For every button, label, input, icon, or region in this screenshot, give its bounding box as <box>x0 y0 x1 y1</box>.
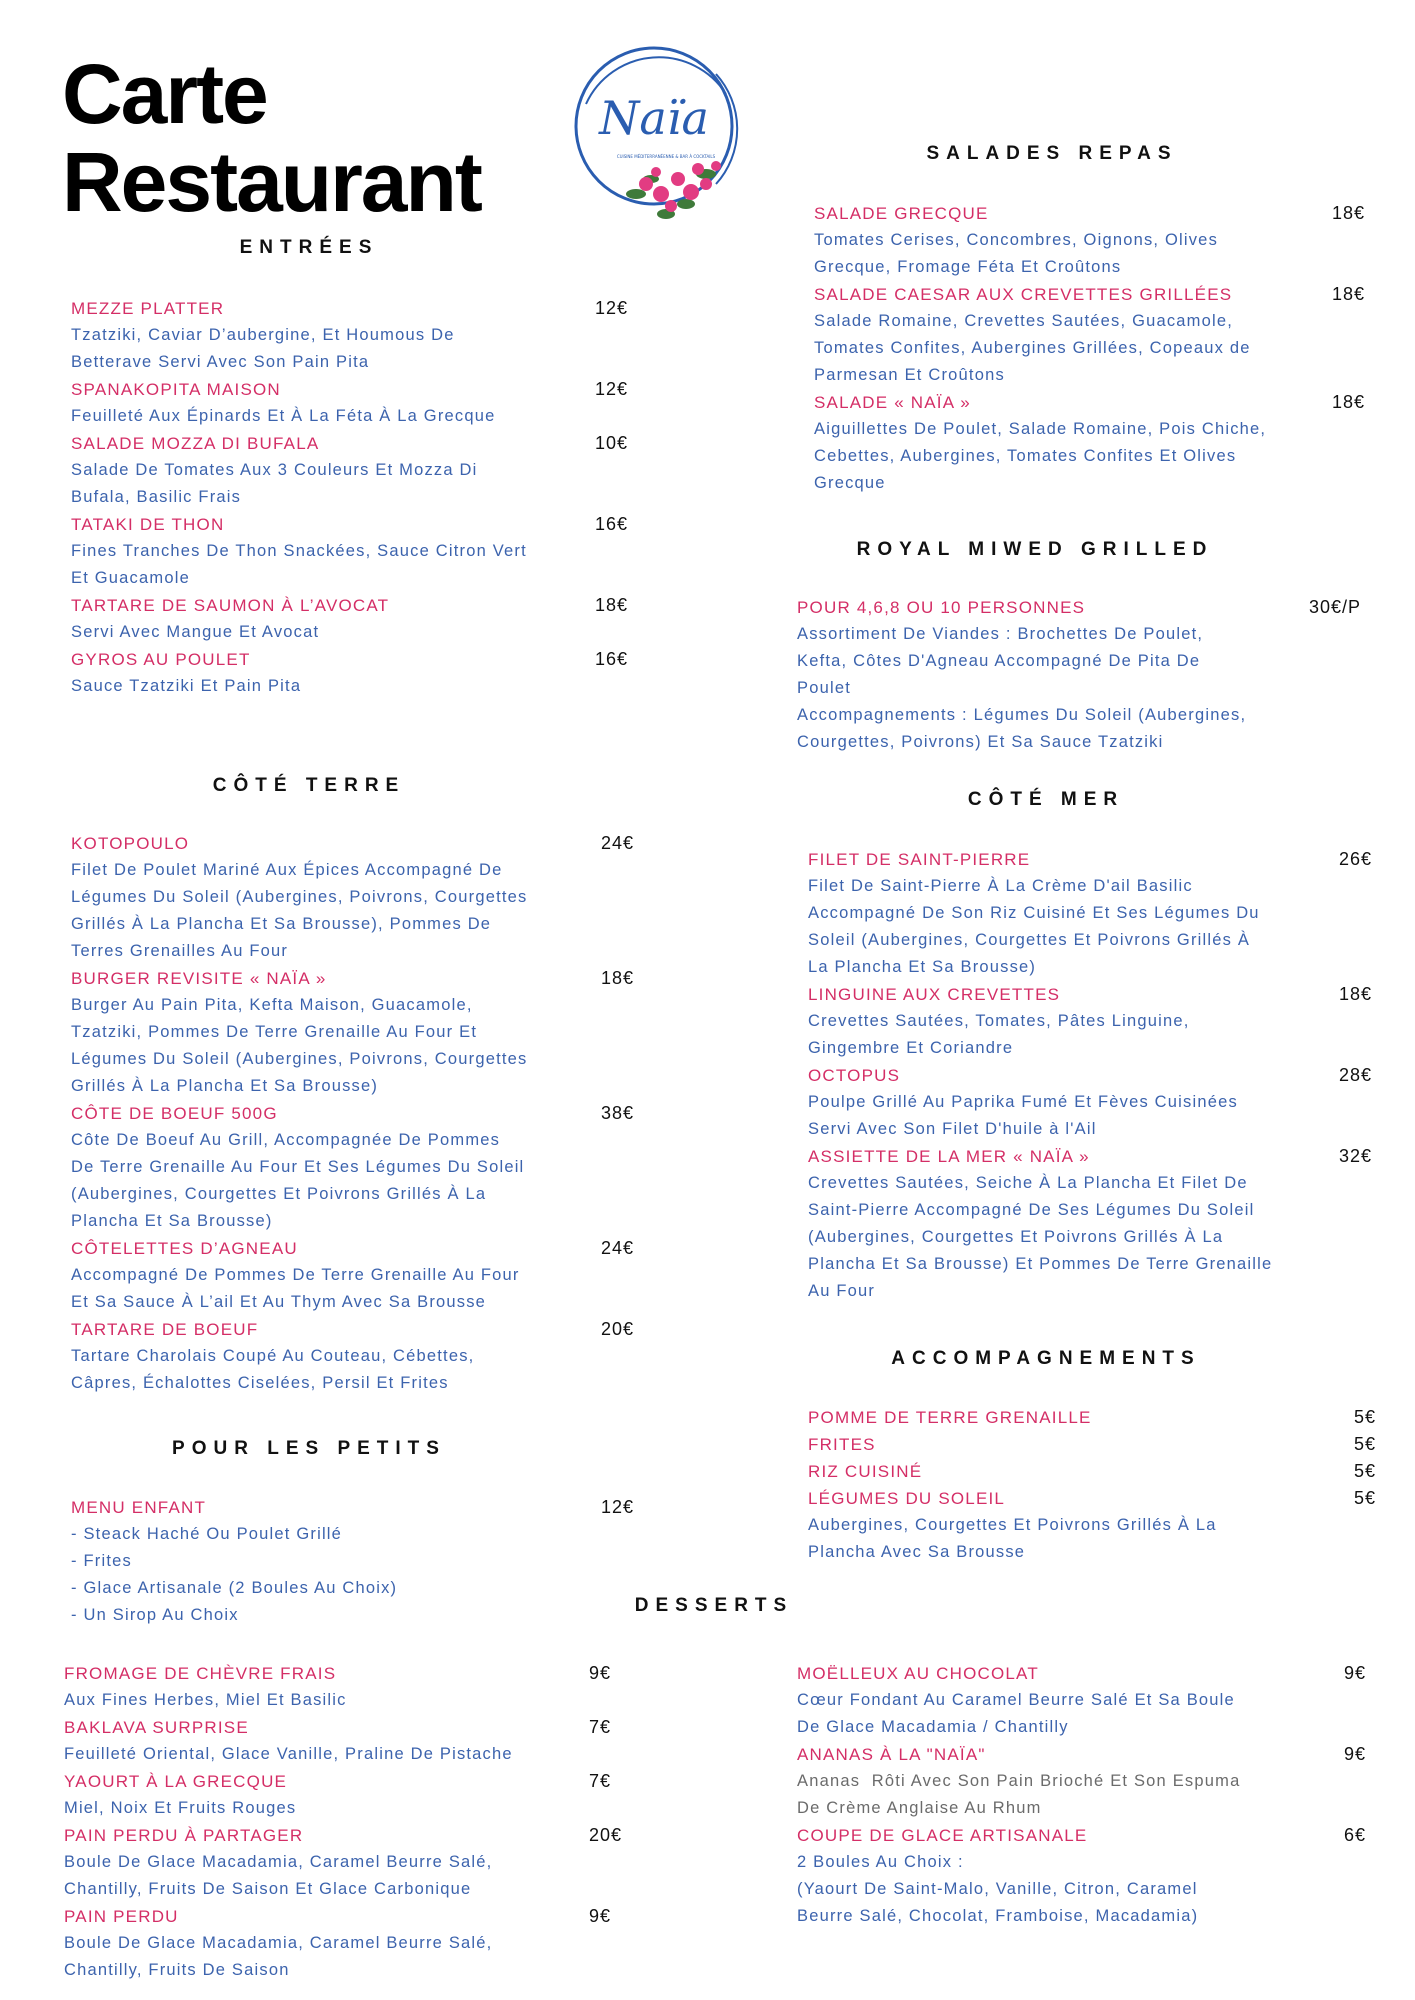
menu-item-description: Filet De Saint-Pierre À La Crème D'ail Basilic Accompagné De Son Riz Cuisiné Et Ses Légumes Du Soleil (Aubergines, Courgettes Et Poivrons Grillés À La Plancha Et Sa Brousse) <box>808 877 1260 976</box>
menu-item-price: 28€ <box>1339 1065 1373 1085</box>
section-heading-desserts: DESSERTS <box>634 1595 794 1616</box>
menu-item <box>814 200 1366 281</box>
section-heading-entrees: ENTRÉES <box>239 237 379 258</box>
menu-item-price: 32€ <box>1339 1146 1373 1166</box>
menu-item <box>71 376 629 430</box>
menu-item-description: Boule De Glace Macadamia, Caramel Beurre Salé, Chantilly, Fruits De Saison Et Glace Carbonique <box>64 1853 493 1898</box>
menu-item-description: Burger Au Pain Pita, Kefta Maison, Guacamole, Tzatziki, Pommes De Terre Grenaille Au Four Et Légumes Du Soleil (Aubergines, Poivrons, Courgettes Grillés À La Plancha Et Sa Brousse) <box>71 996 528 1095</box>
menu-item <box>797 1741 1367 1822</box>
menu-item-description: Sauce Tzatziki Et Pain Pita <box>71 677 302 695</box>
title-line-2: Restaurant <box>62 135 481 229</box>
menu-item-description: Côte De Boeuf Au Grill, Accompagnée De Pommes De Terre Grenaille Au Four Et Ses Légumes Du Soleil (Aubergines, Courgettes Et Poivrons Grillés À La Plancha Et Sa Brousse) <box>71 1131 525 1230</box>
menu-item-description: Accompagné De Pommes De Terre Grenaille Au Four Et Sa Sauce À L’ail Et Au Thym Avec Sa Brousse <box>71 1266 520 1311</box>
menu-item-price: 24€ <box>601 833 635 853</box>
menu-item-price: 12€ <box>595 379 629 399</box>
menu-item-description: Salade De Tomates Aux 3 Couleurs Et Mozza Di Bufala, Basilic Frais <box>71 461 478 506</box>
page-title <box>62 47 481 229</box>
menu-item <box>71 592 629 646</box>
menu-section-mer <box>808 846 1373 1305</box>
menu-item-price: 18€ <box>1339 984 1373 1004</box>
menu-item-description: Tzatziki, Caviar D’aubergine, Et Houmous De Betterave Servi Avec Son Pain Pita <box>71 326 455 371</box>
menu-item-description: Fines Tranches De Thon Snackées, Sauce Citron Vert Et Guacamole <box>71 542 527 587</box>
menu-item-name: BAKLAVA SURPRISE <box>64 1718 249 1737</box>
menu-item-name: TARTARE DE SAUMON À L’AVOCAT <box>71 596 390 615</box>
menu-item-price: 16€ <box>595 514 629 534</box>
menu-item-name: CÔTE DE BOEUF 500G <box>71 1104 278 1123</box>
menu-section-petits <box>71 1494 635 1629</box>
menu-item <box>71 646 629 700</box>
menu-item <box>64 1768 612 1822</box>
menu-item-description: Aux Fines Herbes, Miel Et Basilic <box>64 1691 347 1709</box>
menu-section-desserts2 <box>797 1660 1367 1930</box>
menu-item-price: 18€ <box>1332 284 1366 304</box>
menu-item-price: 20€ <box>601 1319 635 1339</box>
menu-item-name: PAIN PERDU À PARTAGER <box>64 1826 304 1845</box>
menu-item <box>71 1316 635 1397</box>
menu-item-description: Crevettes Sautées, Tomates, Pâtes Linguine, Gingembre Et Coriandre <box>808 1012 1190 1057</box>
menu-item <box>71 1494 635 1629</box>
svg-text:CUISINE MÉDITERRANÉENNE & BAR: CUISINE MÉDITERRANÉENNE & BAR À COCKTAILS <box>616 154 716 159</box>
menu-item-name: CÔTELETTES D’AGNEAU <box>71 1239 298 1258</box>
menu-section-accomp <box>808 1404 1377 1566</box>
menu-item <box>71 1100 635 1235</box>
menu-item <box>71 430 629 511</box>
menu-item <box>797 1822 1367 1930</box>
menu-item-price: 18€ <box>595 595 629 615</box>
menu-item-price: 30€/P <box>1309 597 1362 617</box>
section-heading-salades: SALADES REPAS <box>926 143 1178 164</box>
menu-item-price: 5€ <box>1354 1407 1377 1427</box>
menu-item-price: 5€ <box>1354 1488 1377 1508</box>
menu-item-name: ASSIETTE DE LA MER « NAÏA » <box>808 1147 1090 1166</box>
menu-item-price: 7€ <box>589 1771 612 1791</box>
menu-item <box>797 594 1362 756</box>
menu-item-price: 9€ <box>1344 1663 1367 1683</box>
menu-item-description: - Steack Haché Ou Poulet Grillé - Frites - Glace Artisanale (2 Boules Au Choix) - Un Sirop Au Choix <box>71 1525 398 1624</box>
menu-item-name: LINGUINE AUX CREVETTES <box>808 985 1061 1004</box>
menu-item-description: Boule De Glace Macadamia, Caramel Beurre Salé, Chantilly, Fruits De Saison <box>64 1934 493 1979</box>
menu-item-name: MEZZE PLATTER <box>71 299 225 318</box>
menu-item <box>64 1903 612 1984</box>
menu-item <box>808 1485 1377 1566</box>
menu-item-name: SALADE GRECQUE <box>814 204 989 223</box>
menu-item <box>64 1822 623 1903</box>
menu-item-price: 24€ <box>601 1238 635 1258</box>
menu-item-description: Miel, Noix Et Fruits Rouges <box>64 1799 297 1817</box>
menu-item-description: Tomates Cerises, Concombres, Oignons, Olives Grecque, Fromage Féta Et Croûtons <box>814 231 1219 276</box>
menu-item-name: RIZ CUISINÉ <box>808 1462 923 1481</box>
menu-item-price: 10€ <box>595 433 629 453</box>
section-heading-accomp: ACCOMPAGNEMENTS <box>891 1348 1201 1369</box>
menu-item-description: 2 Boules Au Choix : (Yaourt De Saint-Malo, Vanille, Citron, Caramel Beurre Salé, Chocolat, Framboise, Macadamia) <box>797 1853 1199 1925</box>
title-line-1: Carte <box>62 47 267 141</box>
menu-section-entrees <box>71 295 629 700</box>
menu-item-name: YAOURT À LA GRECQUE <box>64 1772 288 1791</box>
menu-item-name: ANANAS À LA "NAÏA" <box>797 1745 986 1764</box>
menu-item-price: 5€ <box>1354 1461 1377 1481</box>
menu-item-price: 9€ <box>589 1906 612 1926</box>
menu-item-price: 20€ <box>589 1825 623 1845</box>
menu-item-price: 7€ <box>589 1717 612 1737</box>
menu-item <box>808 981 1373 1062</box>
menu-item-description: Crevettes Sautées, Seiche À La Plancha Et Filet De Saint-Pierre Accompagné De Ses Légumes Du Soleil (Aubergines, Courgettes Et Poivrons Grillés À La Plancha Et Sa Brousse) Et Pommes De Terre Grenaille Au Four <box>808 1174 1273 1300</box>
menu-item-name: FRITES <box>808 1435 876 1454</box>
menu-item-description: Servi Avec Mangue Et Avocat <box>71 623 320 641</box>
menu-item-name: COUPE DE GLACE ARTISANALE <box>797 1826 1088 1845</box>
menu-item <box>808 846 1373 981</box>
menu-item-name: TATAKI DE THON <box>71 515 225 534</box>
menu-item-price: 18€ <box>1332 392 1366 412</box>
menu-item <box>808 1062 1373 1143</box>
menu-item-price: 9€ <box>589 1663 612 1683</box>
menu-item-description: Ananas Rôti Avec Son Pain Brioché Et Son Espuma De Crème Anglaise Au Rhum <box>797 1772 1241 1817</box>
menu-section-desserts <box>64 1660 623 1984</box>
menu-item-price: 18€ <box>1332 203 1366 223</box>
section-heading-terre: CÔTÉ TERRE <box>212 775 406 796</box>
menu-item-name: FROMAGE DE CHÈVRE FRAIS <box>64 1664 337 1683</box>
menu-item-description: Assortiment De Viandes : Brochettes De Poulet, Kefta, Côtes D'Agneau Accompagné De Pita De Poulet Accompagnements : Légumes Du Soleil (Aubergines, Courgettes, Poivrons) Et Sa Sauce Tzatziki <box>797 625 1247 751</box>
section-heading-mer: CÔTÉ MER <box>967 789 1125 810</box>
menu-item-description: Salade Romaine, Crevettes Sautées, Guacamole, Tomates Confites, Aubergines Grillées, Copeaux de Parmesan Et Croûtons <box>814 312 1251 384</box>
menu-item-description: Cœur Fondant Au Caramel Beurre Salé Et Sa Boule De Glace Macadamia / Chantilly <box>797 1691 1235 1736</box>
menu-item-name: SPANAKOPITA MAISON <box>71 380 281 399</box>
menu-item-description: Feuilleté Oriental, Glace Vanille, Praline De Pistache <box>64 1745 513 1763</box>
menu-item-description: Aubergines, Courgettes Et Poivrons Grillés À La Plancha Avec Sa Brousse <box>808 1516 1217 1561</box>
menu-item-name: POUR 4,6,8 OU 10 PERSONNES <box>797 598 1086 617</box>
menu-item <box>808 1404 1377 1431</box>
menu-item-name: SALADE CAESAR AUX CREVETTES GRILLÉES <box>814 285 1233 304</box>
naia-logo-icon <box>566 44 746 234</box>
menu-item <box>71 511 629 592</box>
menu-item-name: KOTOPOULO <box>71 834 190 853</box>
menu-item-name: OCTOPUS <box>808 1066 901 1085</box>
menu-item-name: BURGER REVISITE « NAÏA » <box>71 969 327 988</box>
menu-item-price: 26€ <box>1339 849 1373 869</box>
menu-item-name: PAIN PERDU <box>64 1907 179 1926</box>
menu-item-price: 9€ <box>1344 1744 1367 1764</box>
menu-item <box>64 1660 612 1714</box>
menu-item <box>71 295 629 376</box>
menu-item <box>808 1458 1377 1485</box>
menu-item-price: 5€ <box>1354 1434 1377 1454</box>
menu-item <box>71 830 635 965</box>
menu-item-price: 12€ <box>595 298 629 318</box>
menu-section-royal <box>797 594 1362 756</box>
menu-item <box>797 1660 1367 1741</box>
section-heading-royal: ROYAL MIWED GRILLED <box>856 539 1214 560</box>
section-heading-petits: POUR LES PETITS <box>172 1438 446 1459</box>
menu-item-description: Feuilleté Aux Épinards Et À La Féta À La Grecque <box>71 407 496 425</box>
menu-item-name: SALADE « NAÏA » <box>814 393 971 412</box>
menu-item-price: 12€ <box>601 1497 635 1517</box>
menu-item-name: FILET DE SAINT-PIERRE <box>808 850 1031 869</box>
menu-item-price: 6€ <box>1344 1825 1367 1845</box>
menu-item <box>808 1431 1377 1458</box>
menu-item-name: GYROS AU POULET <box>71 650 251 669</box>
menu-item-description: Poulpe Grillé Au Paprika Fumé Et Fèves Cuisinées Servi Avec Son Filet D'huile à l'Ail <box>808 1093 1238 1138</box>
menu-item-description: Filet De Poulet Mariné Aux Épices Accompagné De Légumes Du Soleil (Aubergines, Poivrons, Courgettes Grillés À La Plancha Et Sa Brousse), Pommes De Terres Grenailles Au Four <box>71 861 528 960</box>
menu-item-name: LÉGUMES DU SOLEIL <box>808 1489 1006 1508</box>
menu-item-name: TARTARE DE BOEUF <box>71 1320 259 1339</box>
menu-item <box>814 389 1366 497</box>
svg-text:Naïa: Naïa <box>599 91 709 145</box>
menu-section-salades <box>814 200 1366 497</box>
naia-logo <box>566 44 746 234</box>
menu-item-price: 18€ <box>601 968 635 988</box>
menu-item <box>71 1235 635 1316</box>
menu-section-terre <box>71 830 635 1397</box>
menu-item-name: SALADE MOZZA DI BUFALA <box>71 434 320 453</box>
menu-item-description: Aiguillettes De Poulet, Salade Romaine, Pois Chiche, Cebettes, Aubergines, Tomates Confites Et Olives Grecque <box>814 420 1267 492</box>
menu-item <box>64 1714 612 1768</box>
menu-item-name: POMME DE TERRE GRENAILLE <box>808 1408 1092 1427</box>
menu-item-price: 38€ <box>601 1103 635 1123</box>
menu-item <box>808 1143 1373 1305</box>
menu-item <box>814 281 1366 389</box>
menu-item-name: MOËLLEUX AU CHOCOLAT <box>797 1664 1039 1683</box>
menu-item-description: Tartare Charolais Coupé Au Couteau, Cébettes, Câpres, Échalottes Ciselées, Persil Et Frites <box>71 1347 475 1392</box>
menu-item-price: 16€ <box>595 649 629 669</box>
menu-item-name: MENU ENFANT <box>71 1498 207 1517</box>
menu-item <box>71 965 635 1100</box>
